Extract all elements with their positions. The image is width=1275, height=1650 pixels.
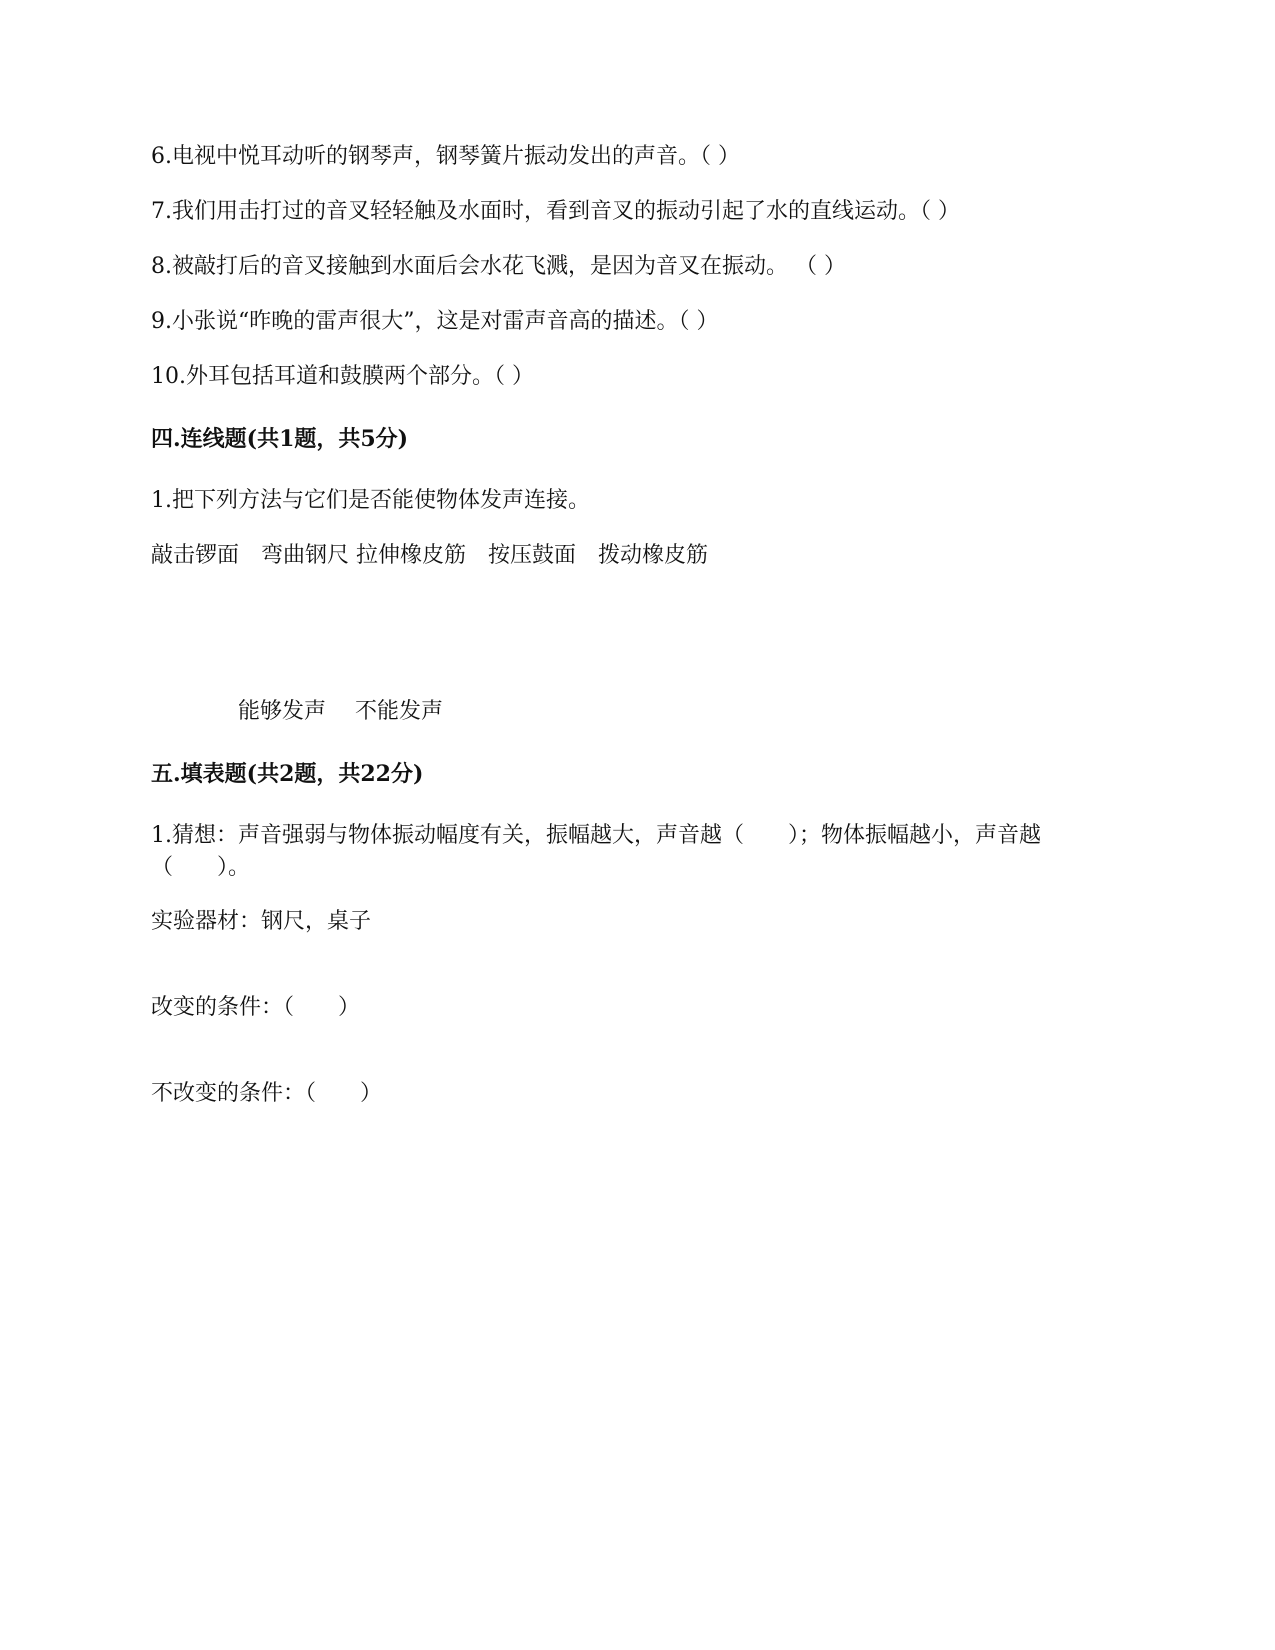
question-item-8: 8.被敲打后的音叉接触到水面后会水花飞溅，是因为音叉在振动。 （ ）	[151, 254, 846, 279]
experiment-materials: 实验器材：钢尺，桌子	[151, 909, 372, 934]
matching-options: 敲击锣面 弯曲钢尺 拉伸橡皮筋 按压鼓面 拨动橡皮筋	[151, 543, 708, 568]
question-item-10: 10.外耳包括耳道和鼓膜两个部分。（ ）	[151, 364, 534, 389]
unchanged-condition: 不改变的条件：（ ）	[151, 1081, 383, 1106]
question-item-6: 6.电视中悦耳动听的钢琴声，钢琴簧片振动发出的声音。（ ）	[151, 144, 740, 169]
hypothesis-question: 1.猜想：声音强弱与物体振动幅度有关，振幅越大，声音越（ ）；物体振幅越小，声音越（ ）。	[151, 823, 1041, 880]
section-4-heading: 四.连线题(共1题，共5分)	[151, 426, 409, 452]
matching-question: 1.把下列方法与它们是否能使物体发声连接。	[151, 488, 590, 513]
changed-condition: 改变的条件：（ ）	[151, 995, 361, 1020]
question-item-9: 9.小张说“昨晚的雷声很大”，这是对雷声音高的描述。（ ）	[151, 309, 719, 334]
question-item-7: 7.我们用击打过的音叉轻轻触及水面时，看到音叉的振动引起了水的直线运动。（ ）	[151, 199, 960, 224]
section-5-heading: 五.填表题(共2题，共22分)	[151, 761, 424, 787]
matching-targets: 能够发声 不能发声	[238, 699, 443, 724]
